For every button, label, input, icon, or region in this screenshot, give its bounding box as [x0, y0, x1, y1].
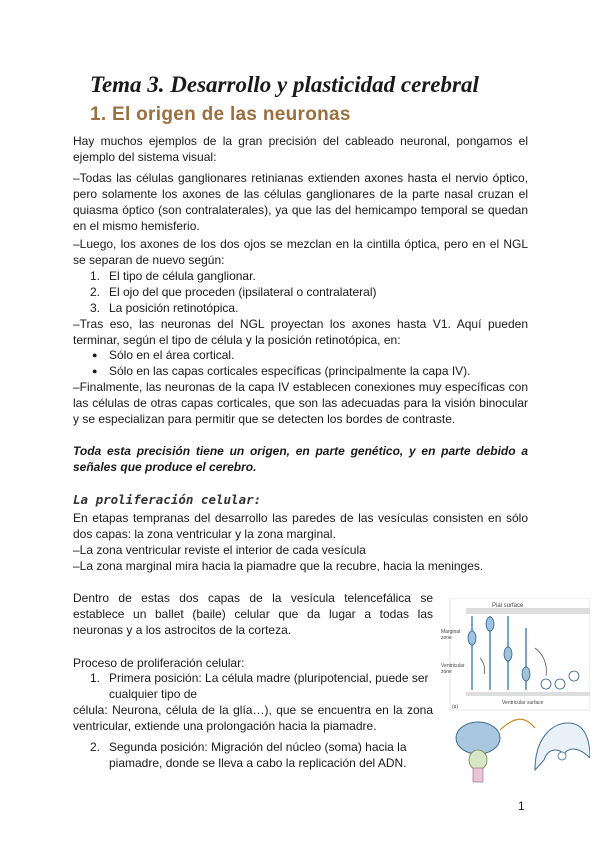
spinal-cord-illustration [473, 768, 483, 782]
bullet-item-text: Sólo en el área cortical. [109, 348, 235, 362]
paragraph-ngl: –Luego, los axones de los dos ojos se mezclan en la cintilla óptica, pero en el NGL se separan de nuevo según: [73, 237, 528, 267]
pial-surface-label: Pial surface [492, 603, 524, 609]
cross-section-illustration [535, 723, 590, 770]
paragraph-v1: –Tras eso, las neuronas del NGL proyectan los axones hasta V1. Aquí pueden terminar, según el tipo de célula y la posición retinotópica, en: [73, 317, 528, 347]
brainstem-illustration [469, 750, 487, 770]
pial-surface-band [466, 608, 590, 614]
list-number: 2. [90, 285, 101, 299]
page-title: Tema 3. Desarrollo y plasticidad cerebral [90, 72, 479, 97]
list-item-text: cualquier tipo de [109, 687, 198, 701]
page-number: 1 [518, 799, 525, 813]
list-number: 1. [90, 671, 101, 685]
list-item-text: Segunda posición: Migración del núcleo (soma) hacia la [109, 740, 407, 754]
bullet-item-text: Sólo en las capas corticales específicas (principalmente la capa IV). [109, 364, 471, 378]
list-number: 2. [90, 740, 101, 754]
paragraph-capa-iv: –Finalmente, las neuronas de la capa IV establecen conexiones muy específicas con las células de otras capas corticales, que son las adecuadas para la visión binocular y se especializan para permitir que se detecten los bordes de contraste. [73, 380, 528, 426]
dividing-cell [541, 679, 551, 689]
list-item-text: El tipo de célula ganglionar. [109, 269, 256, 283]
list-item-text: La posición retinotópica. [109, 301, 239, 315]
ventricle-illustration [558, 752, 566, 760]
paragraph-zona-marginal: –La zona marginal mira hacia la piamadre que la recubre, hacia la meninges. [73, 559, 484, 573]
ventricular-zone-label: Ventricular [441, 663, 465, 669]
brain-vesicle-illustration [456, 722, 500, 754]
list-number: 3. [90, 301, 101, 315]
dividing-cell [569, 671, 579, 681]
paragraph-zona-ventricular: –La zona ventricular reviste el interior de cada vesícula [73, 543, 366, 557]
cell-nucleus [522, 667, 530, 681]
arrow-icon [500, 719, 535, 730]
list-item-text: piamadre, donde se lleva a cabo la replicación del ADN. [109, 756, 407, 770]
list-number: 1. [90, 269, 101, 283]
section-heading: La proliferación celular: [73, 492, 262, 507]
list-item-text: Primera posición: La célula madre (pluripotencial, puede ser [109, 671, 429, 685]
paragraph-primera-posicion: célula: Neurona, célula de la glía…), que se encuentra en la zona ventricular, extiende una prolongación hacia la piamadre. [73, 703, 433, 733]
cell-nucleus [486, 617, 494, 631]
ventricular-surface-label: Ventricular surface [502, 700, 544, 706]
list-item-text: El ojo del que proceden (ipsilateral o contralateral) [109, 285, 377, 299]
paragraph-retina: –Todas las células ganglionares retinianas extienden axones hasta el nervio óptico, pero solamente los axones de las células ganglionares de la parte nasal cruzan el quiasma óptico (son contralaterales), ya que las del hemicampo temporal se quedan en el mismo hemisferio. [73, 171, 528, 233]
paragraph-proceso: Proceso de proliferación celular: [73, 656, 245, 670]
neural-proliferation-figure [440, 598, 590, 788]
panel-label: (a) [452, 704, 459, 710]
dividing-cell [555, 679, 565, 689]
bullet-icon: ● [92, 366, 98, 376]
cell-nucleus [504, 647, 512, 661]
intro-paragraph: Hay muchos ejemplos de la gran precisión del cableado neuronal, pongamos el ejemplo del sistema visual: [73, 134, 528, 164]
ventricular-zone-label: zone [441, 669, 452, 675]
section-subtitle: 1. El origen de las neuronas [90, 104, 351, 125]
bullet-icon: ● [92, 350, 98, 360]
paragraph-etapas: En etapas tempranas del desarrollo las paredes de las vesículas consisten en sólo dos capas: la zona ventricular y la zona marginal. [73, 511, 528, 541]
paragraph-ballet: Dentro de estas dos capas de la vesícula telencefálica se establece un ballet (baile) celular que da lugar a todas las neuronas y a los astrocitos de la corteza. [73, 591, 433, 637]
marginal-zone-label: zone [441, 635, 452, 641]
marginal-zone-label: Marginal [441, 629, 461, 635]
ventricular-surface-band [466, 692, 590, 696]
cell-nucleus [468, 631, 476, 645]
emphasis-paragraph: Toda esta precisión tiene un origen, en parte genético, y en parte debido a señales que produce el cerebro. [73, 444, 528, 474]
